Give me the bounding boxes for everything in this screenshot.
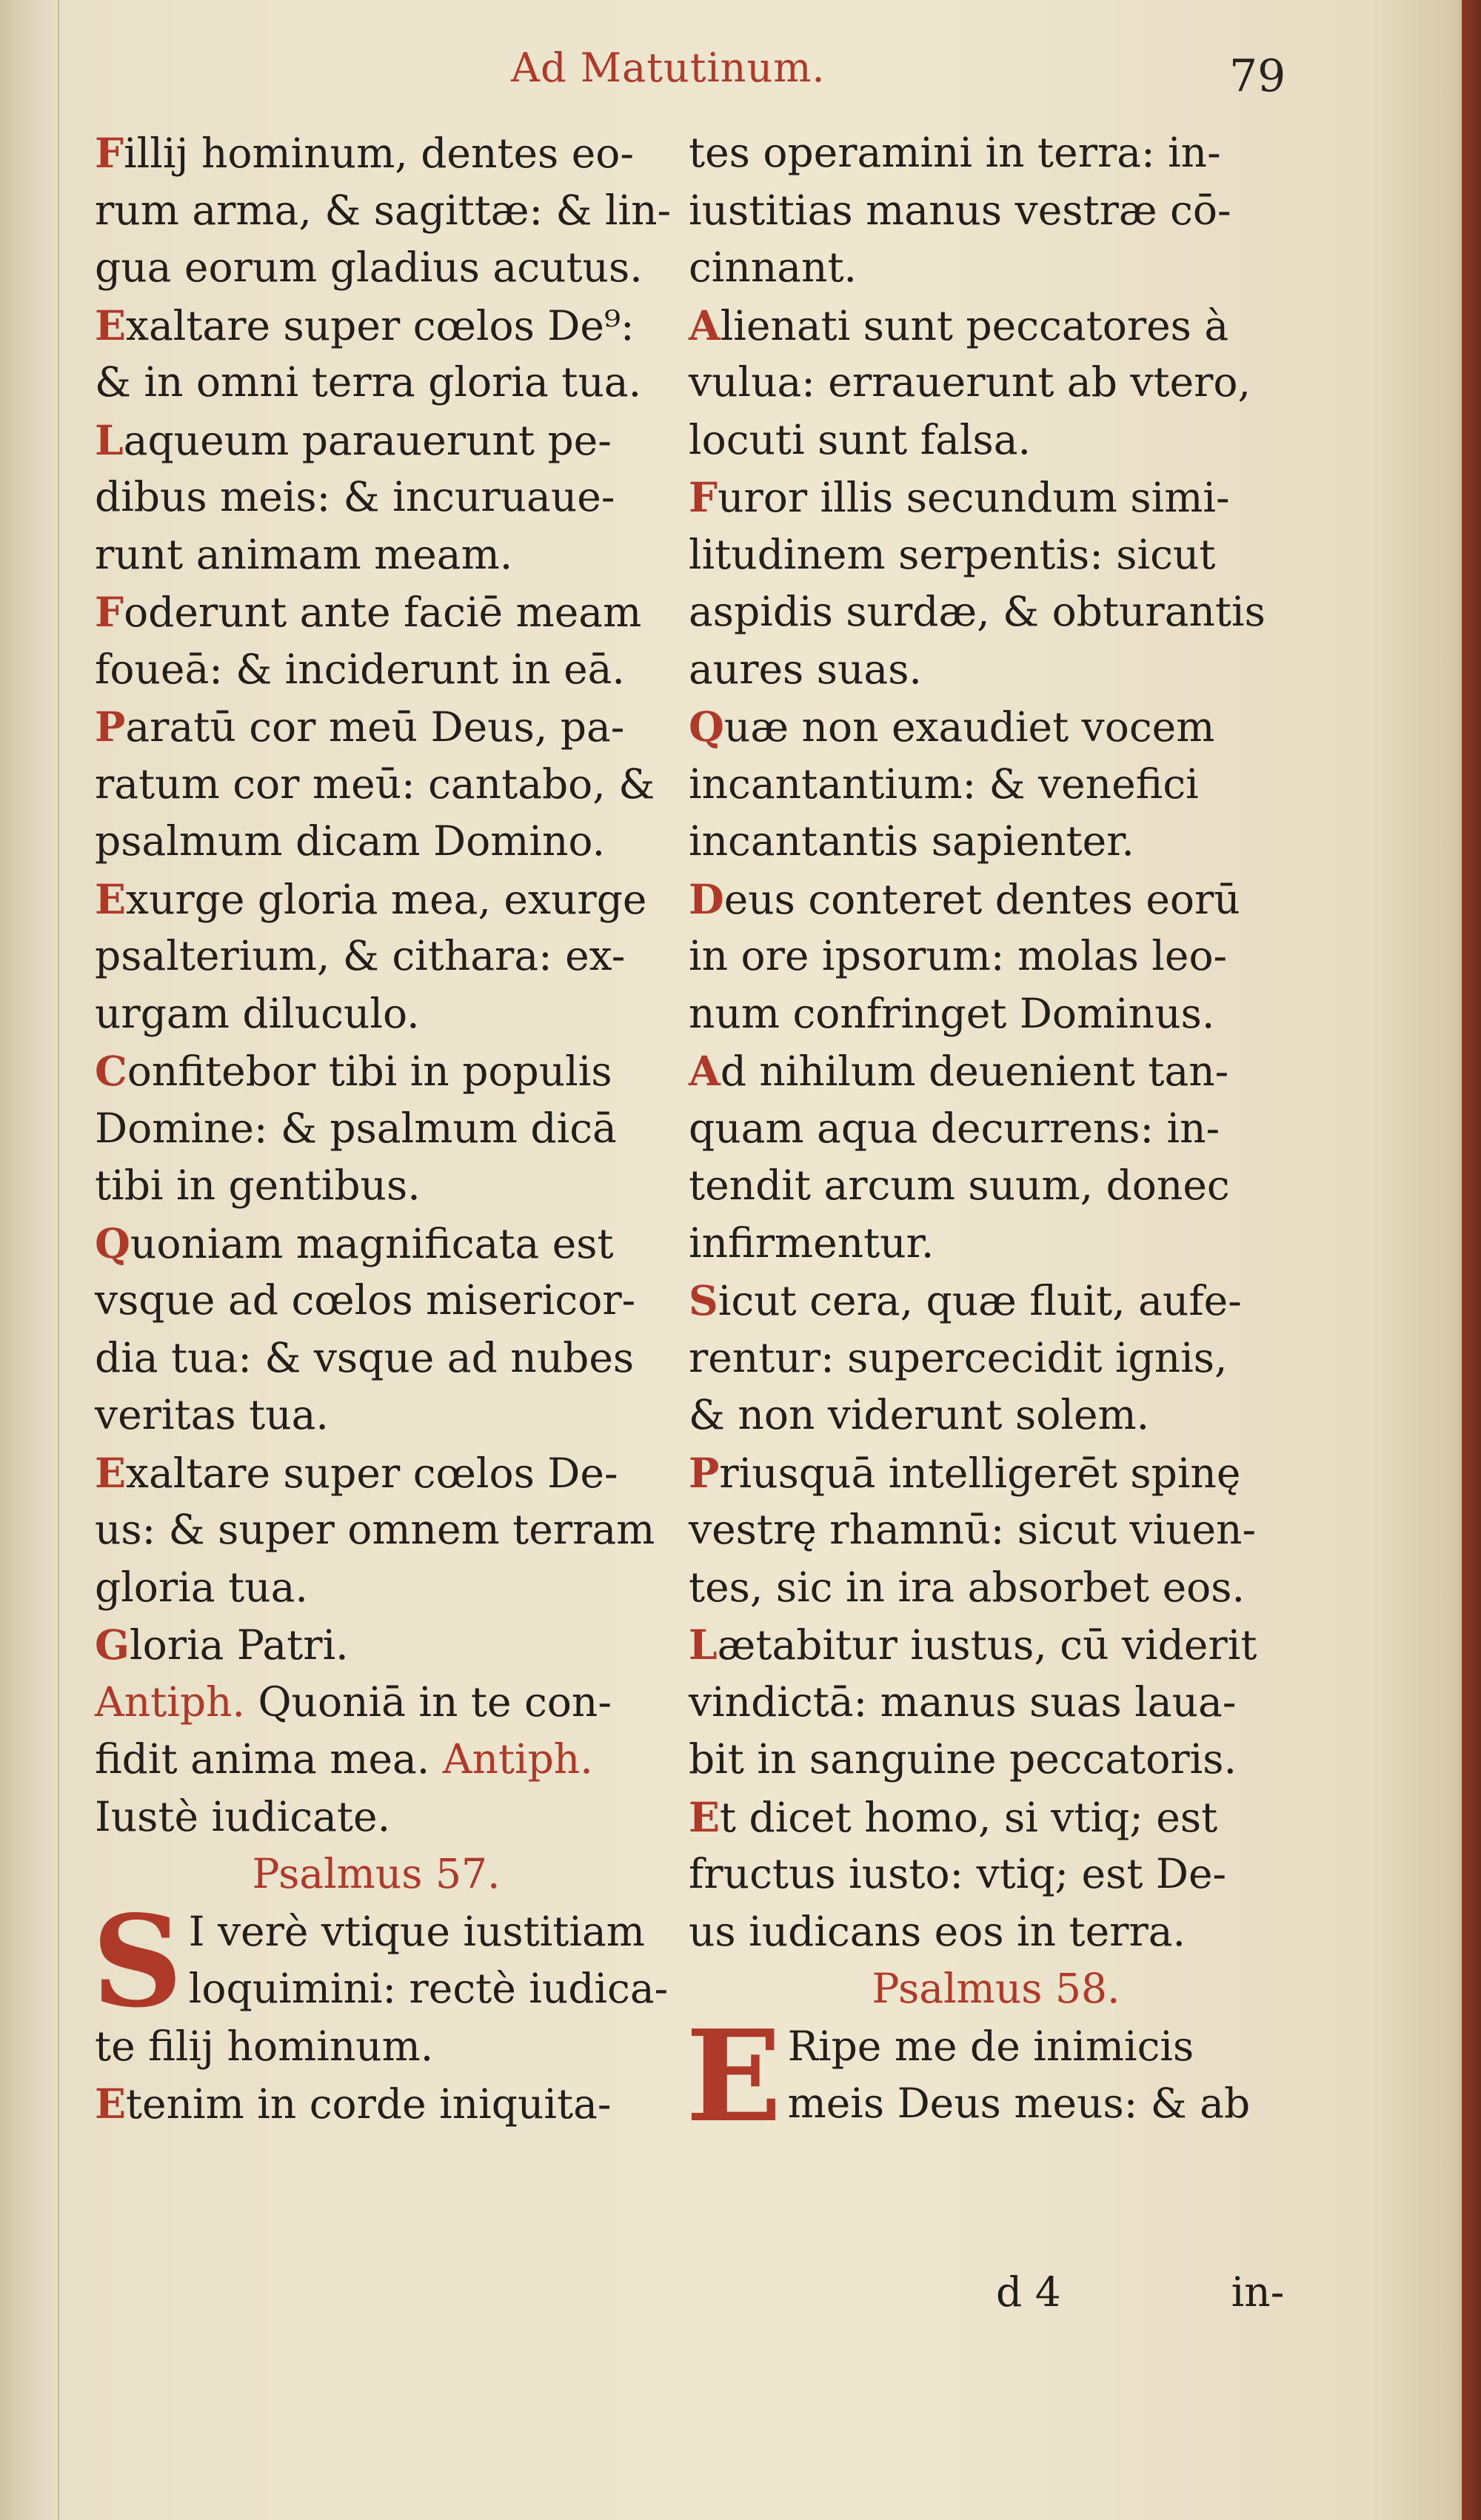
left-column-line: Exurge gloria mea, exurge — [95, 874, 647, 923]
right-column-line: Sicut cera, quæ fluit, aufe- — [689, 1276, 1242, 1324]
left-column-line: Domine: & psalmum dicā — [95, 1104, 617, 1152]
red-initial: E — [95, 301, 126, 349]
psalm-57-line-4: Etenim in corde iniquita- — [95, 2080, 612, 2128]
right-column — [686, 124, 1303, 2151]
left-column-line: foueā: & inciderunt in eā. — [95, 645, 625, 693]
left-column-line: veritas tua. — [95, 1391, 329, 1438]
left-column-line: psalmum dicam Domino. — [95, 817, 606, 865]
antiphon-line-1: Antiph. Quoniā in te con- — [95, 1678, 612, 1726]
psalm-58-opening: E Ripe me de inimicis meis Deus meus: & ab — [686, 2002, 1251, 2151]
left-column-line: Exaltare super cœlos De- — [95, 1448, 618, 1497]
left-column-line: urgam diluculo. — [95, 989, 420, 1037]
right-column-line: us iudicans eos in terra. — [689, 1907, 1186, 1955]
right-column-line: litudinem serpentis: sicut — [689, 530, 1216, 578]
left-column-line: rum arma, & sagittæ: & lin- — [95, 186, 672, 234]
left-column-line: Gloria Patri. — [95, 1621, 349, 1669]
psalm-58-heading: Psalmus 58. — [872, 1965, 1120, 2012]
left-column-line: Paratū cor meū Deus, pa- — [95, 703, 625, 751]
left-column-line: dia tua: & vsque ad nubes — [95, 1333, 635, 1381]
right-column-line: tes, sic in ira absorbet eos. — [689, 1563, 1245, 1611]
right-column-line: infirmentur. — [689, 1219, 935, 1267]
left-column-line: us: & super omnem terram — [95, 1506, 655, 1553]
left-column-line: Fillij hominum, dentes eo- — [95, 129, 634, 177]
red-initial: C — [95, 1047, 127, 1095]
psalm-57-dropcap: S — [92, 1887, 183, 2036]
antiphon-line-2: fidit anima mea. Antiph. — [95, 1735, 593, 1783]
left-column-line: Exaltare super cœlos De⁹: — [95, 301, 635, 349]
right-column-line: Alienati sunt peccatores à — [689, 301, 1229, 349]
red-initial: Q — [95, 1219, 130, 1267]
psalm-57-heading: Psalmus 57. — [252, 1850, 501, 1897]
red-initial: D — [689, 874, 724, 923]
right-column-line: locuti sunt falsa. — [689, 415, 1031, 463]
left-column-line: Foderunt ante faciē meam — [95, 588, 642, 636]
right-column-line: num confringet Dominus. — [689, 989, 1215, 1037]
left-column-line: tibi in gentibus. — [95, 1162, 421, 1209]
left-column-line: Confitebor tibi in populis — [95, 1047, 612, 1095]
right-column-line: vestrę rhamnū: sicut viuen- — [689, 1506, 1257, 1553]
red-initial: E — [95, 1448, 126, 1497]
left-column-line: psalterium, & cithara: ex- — [95, 932, 626, 979]
folio-number: 79 — [1229, 50, 1286, 102]
right-column-line: vindictā: manus suas laua- — [689, 1678, 1237, 1726]
right-column-line: fructus iusto: vtiq; est De- — [689, 1850, 1227, 1897]
red-page-edge — [1462, 0, 1481, 2520]
red-initial: S — [689, 1276, 718, 1324]
left-column-line: vsque ad cœlos misericor- — [95, 1276, 636, 1324]
right-column-line: & non viderunt solem. — [689, 1391, 1150, 1438]
red-initial: P — [689, 1448, 720, 1497]
right-column-line: Furor illis secundum simi- — [689, 473, 1230, 521]
right-column-line: Priusquā intelligerēt spinę — [689, 1448, 1241, 1497]
left-column-line: gloria tua. — [95, 1563, 308, 1611]
psalm-57-opening: S I verè vtique iustitiam loquimini: rectè iudica- — [92, 1887, 669, 2036]
red-initial: P — [95, 703, 126, 751]
antiphon-line-3: Iustè iudicate. — [95, 1792, 391, 1840]
red-initial: A — [689, 301, 721, 349]
right-column-line: rentur: supercecidit ignis, — [689, 1333, 1228, 1381]
signature-mark: d 4 in- — [996, 2268, 1285, 2316]
left-column-line: dibus meis: & incuruaue- — [95, 473, 615, 520]
right-column-line: bit in sanguine peccatoris. — [689, 1735, 1237, 1783]
right-column-line: cinnant. — [689, 244, 857, 291]
left-column-line: Laqueum parauerunt pe- — [95, 415, 612, 464]
right-column-line: tes operamini in terra: in- — [689, 129, 1221, 176]
red-initial: F — [95, 129, 124, 177]
red-initial: E — [689, 1792, 720, 1841]
right-column-line: aspidis surdæ, & obturantis — [689, 588, 1266, 635]
right-column-line: iustitias manus vestræ cō- — [689, 186, 1231, 234]
right-column-line: tendit arcum suum, donec — [689, 1162, 1230, 1209]
right-column-line: incantantis sapienter. — [689, 817, 1134, 865]
right-column-line: quam aqua decurrens: in- — [689, 1104, 1220, 1152]
right-column-line: Ad nihilum deuenient tan- — [689, 1047, 1229, 1095]
right-column-line: Deus conteret dentes eorū — [689, 874, 1240, 923]
red-initial: L — [689, 1621, 718, 1669]
red-initial: F — [689, 473, 718, 521]
left-column — [92, 124, 672, 2133]
red-initial: Q — [689, 703, 724, 751]
left-column-line: gua eorum gladius acutus. — [95, 244, 643, 291]
left-column-line: & in omni terra gloria tua. — [95, 358, 642, 406]
red-initial: L — [95, 415, 124, 464]
gutter-binding — [0, 0, 59, 2520]
right-column-line: Et dicet homo, si vtiq; est — [689, 1792, 1218, 1841]
right-column-line: Lætabitur iustus, cū viderit — [689, 1621, 1257, 1669]
right-column-line: aures suas. — [689, 645, 922, 693]
red-initial: E — [95, 874, 126, 923]
red-initial: G — [95, 1621, 130, 1669]
right-column-line: in ore ipsorum: molas leo- — [689, 932, 1228, 979]
right-column-line: Quæ non exaudiet vocem — [689, 703, 1215, 751]
psalm-57-line-3: te filij hominum. — [95, 2022, 434, 2070]
left-column-line: ratum cor meū: cantabo, & — [95, 760, 655, 808]
left-column-line: runt animam meam. — [95, 530, 513, 578]
red-initial: F — [95, 588, 124, 636]
right-column-line: vulua: errauerunt ab vtero, — [689, 358, 1251, 406]
catchword: in- — [1231, 2268, 1285, 2316]
right-column-line: incantantium: & venefici — [689, 760, 1199, 808]
psalm-58-dropcap: E — [686, 2002, 782, 2151]
red-initial: A — [689, 1047, 721, 1095]
left-column-line: Quoniam magnificata est — [95, 1219, 614, 1267]
running-title: Ad Matutinum. — [511, 44, 826, 91]
